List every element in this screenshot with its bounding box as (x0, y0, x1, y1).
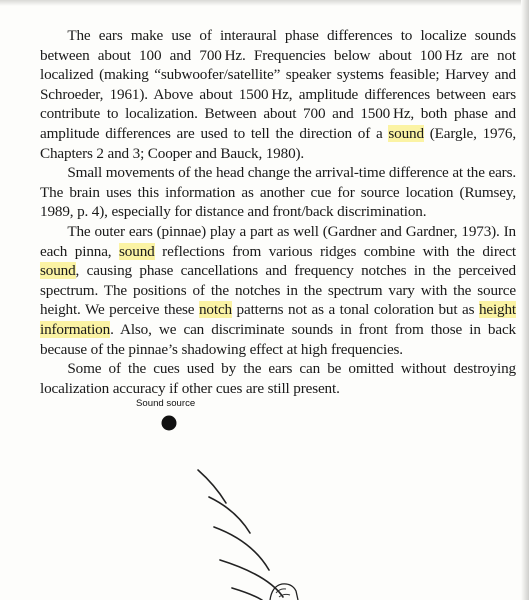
highlight-sound[interactable]: sound (40, 262, 76, 280)
paragraph-phase-differences: The ears make use of interaural phase differences to localize sounds between about 100 and 700 Hz. Frequencies below about 100 Hz are not localized (making “subwoofer/satellite” speaker systems feasible; Harvey and Schroeder, 1961). Above about 1500 Hz, amplitude differences between ears contribute to localization. Between about 700 and 1500 Hz, both phase and amplitude differences are used to tell the direction of a sound (Eargle, 1976, Chapters 2 and 3; Cooper and Bauck, 1980). (40, 27, 516, 162)
figure-sound-localization (0, 385, 529, 600)
highlight-sound[interactable]: sound (388, 124, 424, 142)
sound-source-label: Sound source (136, 398, 196, 409)
highlight-sound[interactable]: sound (119, 242, 155, 260)
sound-source-dot (162, 416, 177, 431)
figure-illustration (0, 385, 529, 600)
paragraph-pinnae: The outer ears (pinnae) play a part as well (Gardner and Gardner, 1973). In each pinna, sound reflections from various ridges combine with the direct sound, causing phase cancellations and frequency notches in the perceived spectrum. The positions of the notches in the spectrum vary with the source height. We perceive these notch patterns not as a tonal coloration but as height information. Also, we can discriminate sounds in front from those in back because of the pinnae’s shadowing effect at high frequencies. (40, 222, 516, 358)
wavefront-arc-5 (232, 588, 262, 600)
wavefront-arc-3 (214, 527, 269, 570)
highlight-height-information[interactable]: height information (40, 301, 516, 338)
wavefront-arc-4 (220, 560, 283, 597)
page-edge-shadow-top (0, 0, 529, 6)
body-text (40, 26, 516, 398)
highlight-notch[interactable]: notch (198, 301, 232, 319)
paragraph-cues-omitted: Some of the cues used by the ears can be omitted without destroying localization accuracy if other cues are still present. (40, 360, 516, 397)
paragraph-head-movement: Small movements of the head change the arrival-time difference at the ears. The brain uses this information as another cue for source location (Rumsey, 1989, p. 4), especially for distance and front/back discrimination. (40, 164, 516, 221)
